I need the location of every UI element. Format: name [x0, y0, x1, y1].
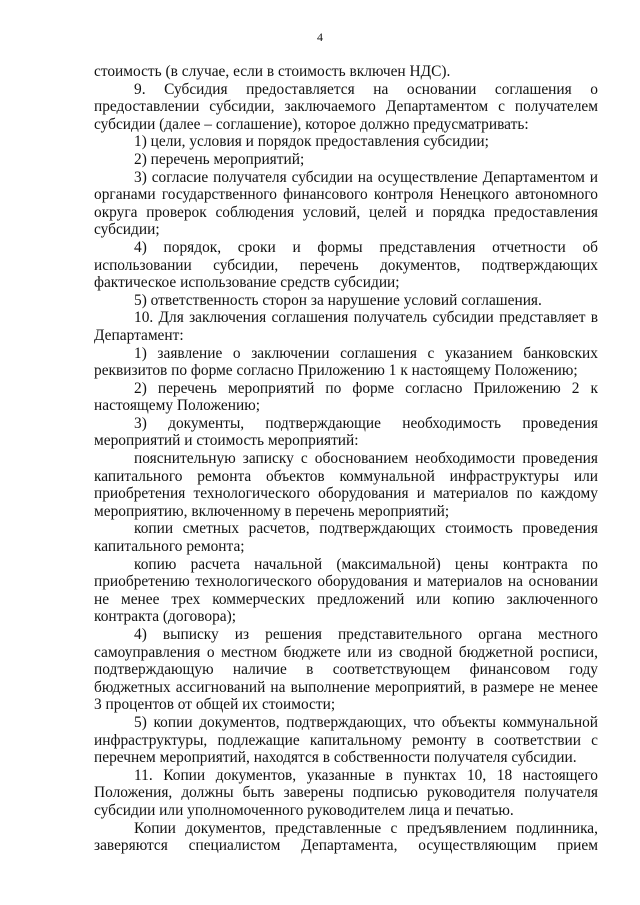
paragraph-item-10-3: 3) документы, подтверждающие необходимость проведения мероприятий и стоимость мероприятий: [94, 414, 598, 450]
paragraph-copies-certification: Копии документов, представленные с предъявлением подлинника, заверяются специалистом Департамента, осуществляющим прием [94, 819, 598, 855]
paragraph-vat-note: стоимость (в случае, если в стоимость включен НДС). [94, 63, 451, 80]
paragraph-item-9-1: 1) цели, условия и порядок предоставления субсидии; [134, 133, 489, 151]
paragraph-item-10-2: 2) перечень мероприятий по форме согласно Приложению 2 к настоящему Положению; [94, 379, 598, 415]
paragraph-item-10-4: 4) выписку из решения представительного органа местного самоуправления о местном бюджете или из сводной бюджетной росписи, подтверждающую наличие в соответствующем финансовом году бюджетных ассигнований на выполнение мероприятий, в размере не менее 3 процентов от общей их стоимости; [94, 626, 598, 714]
paragraph-item-9: 9. Субсидия предоставляется на основании соглашения о предоставлении субсидии, заключаемого Департаментом с получателем субсидии (далее – соглашение), которое должно предусматривать: [94, 80, 598, 133]
paragraph-explanatory-note: пояснительную записку с обоснованием необходимости проведения капитального ремонта объектов коммунальной инфраструктуры или приобретения технологического оборудования и материалов по каждому мероприятию, включенному в перечень мероприятий; [94, 450, 598, 520]
paragraph-item-9-3: 3) согласие получателя субсидии на осуществление Департаментом и органами государственного финансового контроля Ненецкого автономного округа проверок соблюдения условий, целей и порядка предоставления субсидии; [94, 168, 598, 239]
paragraph-item-11: 11. Копии документов, указанные в пунктах 10, 18 настоящего Положения, должны быть заверены подписью руководителя получателя субсидии или уполномоченного руководителем лица и печатью. [94, 766, 598, 819]
paragraph-item-9-5: 5) ответственность сторон за нарушение условий соглашения. [134, 291, 542, 309]
paragraph-item-10-5: 5) копии документов, подтверждающих, что объекты коммунальной инфраструктуры, подлежащие капитальному ремонту в соответствии с перечнем мероприятий, находятся в собственности получателя субсидии. [94, 713, 598, 767]
paragraph-item-9-4: 4) порядок, сроки и формы представления отчетности об использовании субсидии, перечень документов, подтверждающих фактическое использование средств субсидии; [94, 238, 598, 292]
page-number: 4 [317, 30, 323, 44]
paragraph-item-9-2: 2) перечень мероприятий; [134, 150, 305, 168]
paragraph-estimate-copies: копии сметных расчетов, подтверждающих стоимость проведения капитального ремонта; [94, 520, 598, 556]
paragraph-item-10-1: 1) заявление о заключении соглашения с указанием банковских реквизитов по форме согласно Приложению 1 к настоящему Положению; [94, 344, 598, 380]
paragraph-item-10: 10. Для заключения соглашения получатель субсидии представляет в Департамент: [94, 309, 598, 344]
document-body [94, 63, 598, 855]
paragraph-price-calculation: копию расчета начальной (максимальной) цены контракта по приобретению технологического оборудования и материалов на основании не менее трех коммерческих предложений или копию заключенного контракта (договора); [94, 555, 598, 626]
